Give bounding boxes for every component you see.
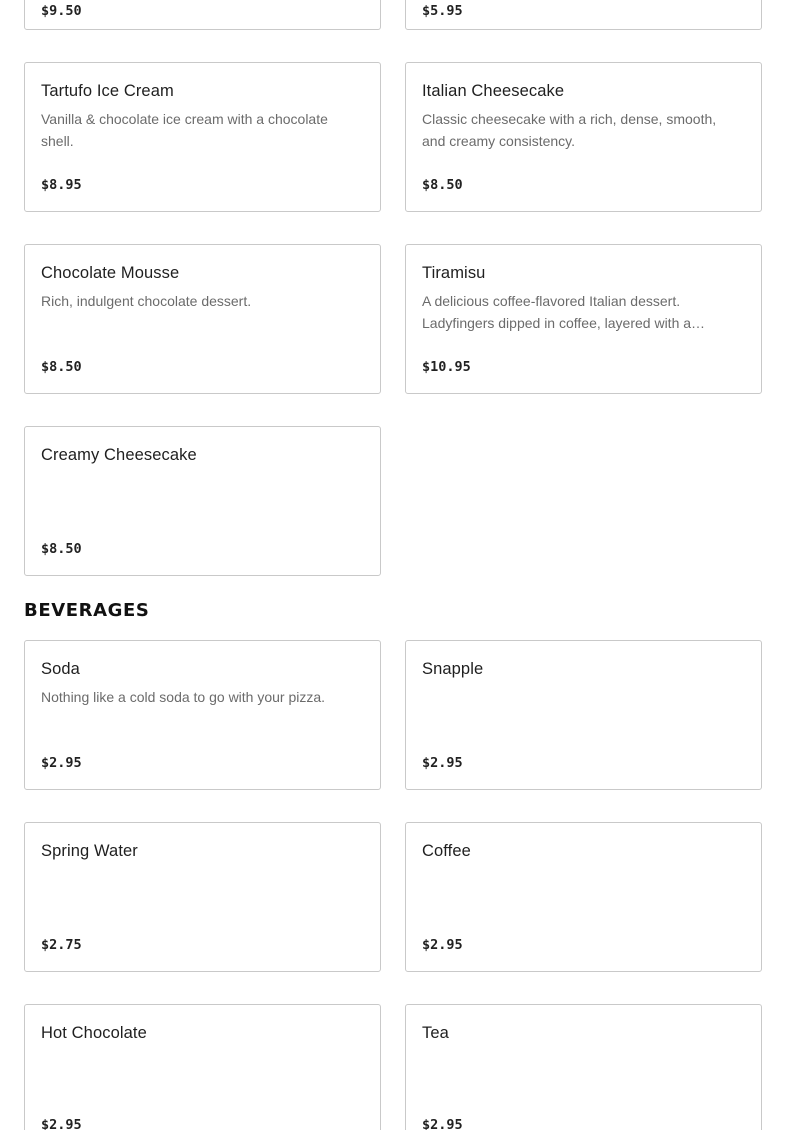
menu-item-card[interactable] [24,0,381,30]
item-price: $2.95 [41,755,82,771]
item-name: Snapple [422,660,484,678]
menu-item-card[interactable] [24,1004,381,1130]
menu-item-card[interactable] [405,822,762,972]
item-name: Tiramisu [422,264,486,282]
menu-item-card[interactable] [24,640,381,790]
menu-item-card[interactable] [405,640,762,790]
section-title-beverages: BEVERAGES [24,600,150,621]
menu-item-card[interactable] [24,426,381,576]
item-name: Chocolate Mousse [41,264,180,282]
item-price: $2.95 [422,937,463,953]
item-price: $9.50 [41,3,82,19]
item-name: Creamy Cheesecake [41,446,197,464]
item-name: Soda [41,660,80,678]
item-price: $8.50 [41,541,82,557]
item-price: $8.50 [422,177,463,193]
item-description: Nothing like a cold soda to go with your pizza. [41,689,326,705]
item-price: $2.95 [422,1117,463,1130]
item-price: $8.95 [41,177,82,193]
item-name: Italian Cheesecake [422,82,565,100]
menu-item-card[interactable] [24,822,381,972]
item-name: Coffee [422,842,471,860]
item-price: $2.95 [422,755,463,771]
item-description: A delicious coffee-flavored Italian dessert. Ladyfingers dipped in coffee, layered with a… [422,293,706,331]
menu-item-card[interactable] [405,62,762,212]
item-description: Rich, indulgent chocolate dessert. [41,293,252,309]
menu-item-card[interactable] [405,244,762,394]
menu-item-card[interactable] [24,244,381,394]
item-price: $5.95 [422,3,463,19]
item-name: Tea [422,1024,449,1042]
item-name: Tartufo Ice Cream [41,82,174,100]
item-name: Hot Chocolate [41,1024,147,1042]
item-price: $8.50 [41,359,82,375]
menu-item-card[interactable] [24,62,381,212]
item-description: Vanilla & chocolate ice cream with a chocolate shell. [41,111,328,149]
item-price: $2.75 [41,937,82,953]
item-price: $2.95 [41,1117,82,1130]
menu-item-card[interactable] [405,1004,762,1130]
menu-item-card[interactable] [405,0,762,30]
item-price: $10.95 [422,359,471,375]
item-name: Spring Water [41,842,138,860]
item-description: Classic cheesecake with a rich, dense, smooth, and creamy consistency. [422,111,717,149]
